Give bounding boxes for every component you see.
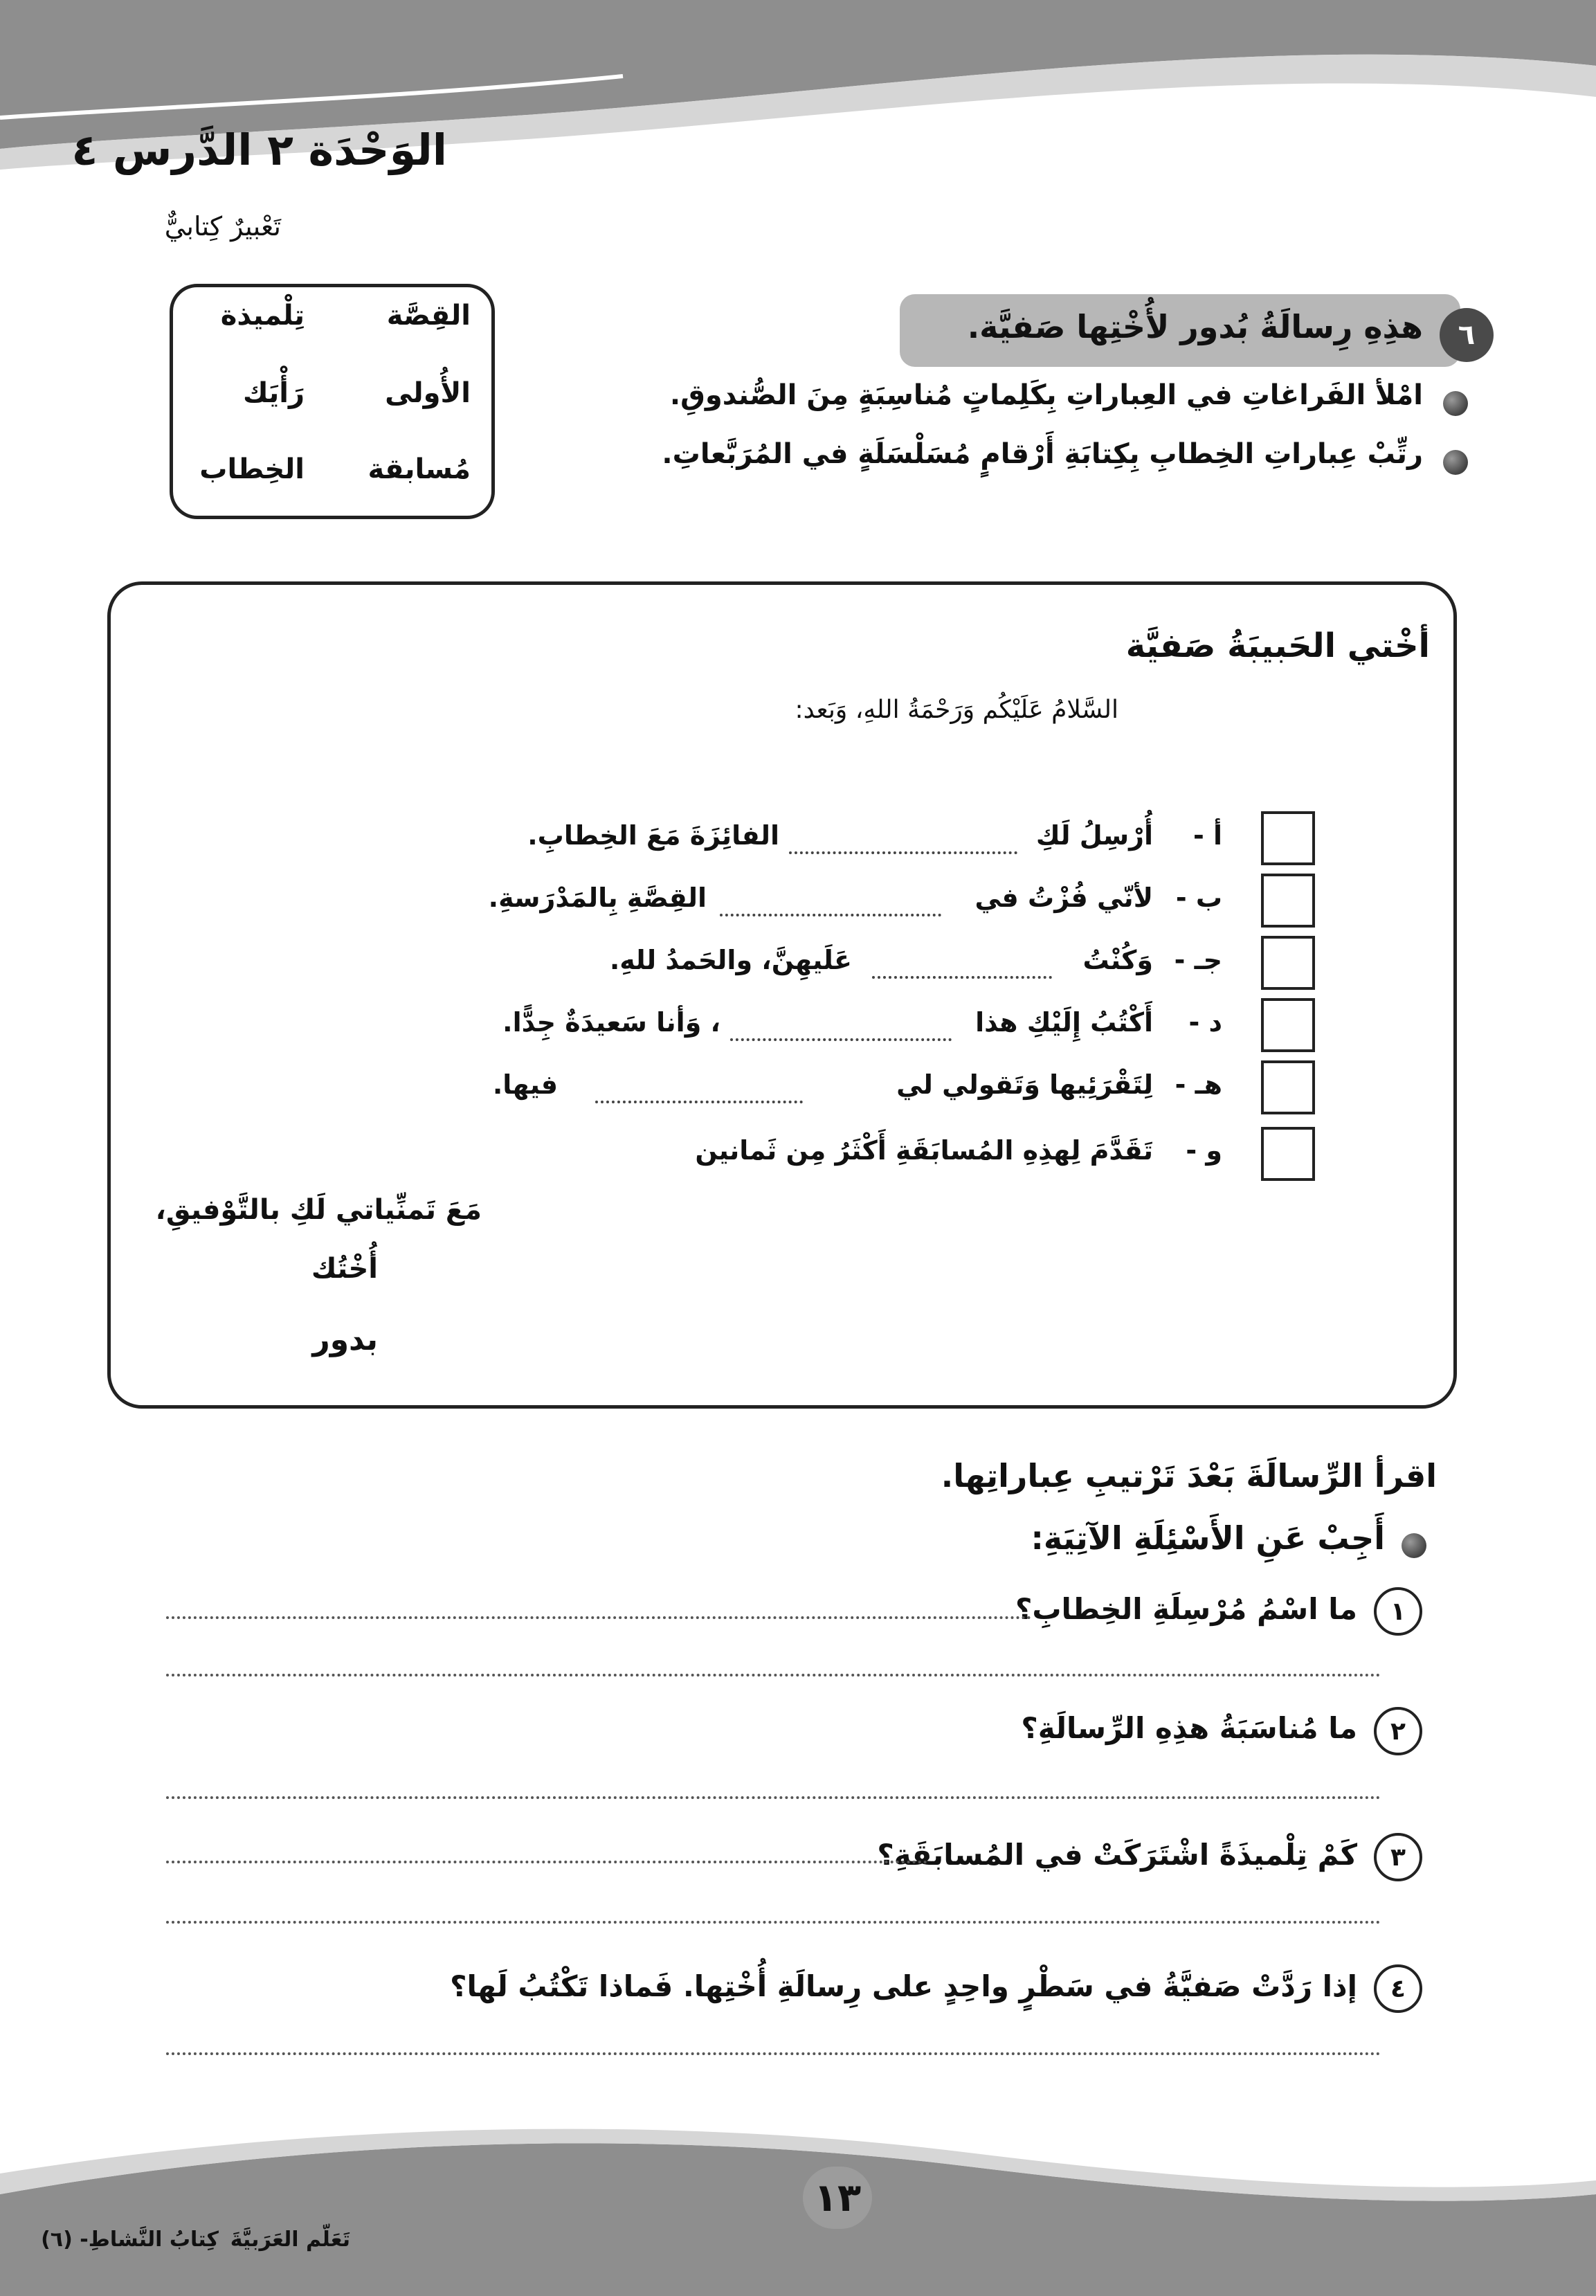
- order-box[interactable]: [1261, 998, 1315, 1052]
- unit-lesson-title: الوَحْدَة ٢ الدَّرس ٤: [71, 125, 447, 175]
- line-text-start: أَكْتُبُ إِلَيْكِ هذا: [975, 1007, 1153, 1038]
- letter-salutation: السَّلامُ عَلَيْكُم وَرَحْمَةُ اللهِ، وَبَعد:: [795, 696, 1118, 724]
- answer-line[interactable]: [166, 2052, 1381, 2055]
- line-text-start: لأنّي فُزْتُ في: [974, 883, 1153, 913]
- question-text: ما اسْمُ مُرْسِلَةِ الخِطابِ؟: [1015, 1592, 1357, 1626]
- fill-blank[interactable]: [595, 1101, 803, 1103]
- section-subtitle: تَعْبيرٌ كِتابيٌّ: [164, 211, 281, 242]
- header-decoration: [0, 0, 1596, 235]
- letter-box: [107, 581, 1457, 1409]
- line-text-start: تَقَدَّمَ لِهذِهِ المُسابَقَةِ أَكْثَرُ مِن ثَمانين: [695, 1135, 1153, 1166]
- order-box[interactable]: [1261, 1060, 1315, 1114]
- line-letter: و -: [1186, 1135, 1222, 1166]
- fill-blank[interactable]: [730, 1038, 952, 1041]
- line-letter: أ -: [1193, 820, 1222, 851]
- line-text-end: القِصَّةِ بِالمَدْرَسةِ.: [488, 883, 707, 913]
- footer-series-title: تَعَلّم العَرَبيَّةَ: [230, 2227, 350, 2252]
- footer-decoration: [0, 2090, 1596, 2296]
- answer-line[interactable]: [166, 1674, 1381, 1676]
- answer-line[interactable]: [166, 1861, 927, 1863]
- line-text-end: ، وَأنا سَعيدَةٌ جِدًّا.: [502, 1007, 720, 1038]
- answer-line[interactable]: [166, 1616, 1031, 1619]
- answer-instruction: أَجِبْ عَنِ الأَسْئِلَةِ الآتِيَةِ:: [1031, 1519, 1385, 1557]
- fill-blank[interactable]: [872, 976, 1052, 979]
- question-number: ١: [1374, 1587, 1422, 1636]
- line-text-start: لِتَقْرَئِيها وَتَقولي لي: [896, 1069, 1153, 1100]
- word-bank-word: الأُولى: [385, 377, 471, 409]
- fill-blank[interactable]: [720, 914, 941, 916]
- line-text-end: عَلَيهِنَّ، والحَمدُ للهِ.: [609, 945, 852, 975]
- line-letter: د -: [1188, 1007, 1222, 1038]
- bullet-icon: [1443, 450, 1468, 475]
- word-bank-word: القِصَّة: [386, 300, 471, 332]
- question-number: ٤: [1374, 1964, 1422, 2013]
- bullet-icon: [1443, 391, 1468, 416]
- word-bank-word: الخِطاب: [199, 453, 305, 485]
- order-box[interactable]: [1261, 874, 1315, 928]
- word-bank-word: تِلْميذة: [220, 300, 305, 332]
- fill-blank[interactable]: [789, 851, 1017, 854]
- read-instruction: اقرأ الرِّسالَةَ بَعْدَ تَرْتيبِ عِباراتِها.: [941, 1457, 1437, 1494]
- order-box[interactable]: [1261, 811, 1315, 865]
- order-box[interactable]: [1261, 936, 1315, 990]
- footer-book-title: كِتابُ النَّشاطِ- (٦): [41, 2227, 219, 2252]
- word-bank-box: [170, 284, 495, 519]
- letter-greeting: أخْتي الحَبيبَةُ صَفيَّة: [1125, 626, 1430, 665]
- question-text: إذا رَدَّتْ صَفيَّةُ في سَطْرٍ واحِدٍ على رِسالَةِ أُخْتِها. فَماذا تَكْتُبُ لَها؟: [450, 1969, 1357, 2003]
- question-number: ٣: [1374, 1833, 1422, 1881]
- line-letter: ب -: [1175, 883, 1222, 913]
- bullet-icon: [1402, 1533, 1426, 1558]
- letter-sign-label: أُخْتُك: [311, 1253, 378, 1285]
- order-box[interactable]: [1261, 1127, 1315, 1181]
- question-number: ٢: [1374, 1707, 1422, 1755]
- question-text: كَمْ تِلْميذَةً اشْتَرَكَتْ في المُسابَقَةِ؟: [877, 1838, 1357, 1872]
- question-text: ما مُناسَبَةُ هذِهِ الرِّسالَةِ؟: [1021, 1711, 1357, 1745]
- line-letter: جـ -: [1174, 945, 1222, 975]
- answer-line[interactable]: [166, 1796, 1381, 1799]
- answer-line[interactable]: [166, 1921, 1381, 1924]
- page-number: ١٣: [803, 2167, 872, 2229]
- line-text-start: وَكُنْتُ: [1082, 945, 1153, 975]
- letter-closing: مَعَ تَمنِّياتي لَكِ بالتَّوْفيقِ،: [155, 1194, 482, 1226]
- instruction-fill-blanks: امْلأ الفَراغاتِ في العِباراتِ بِكَلِماتٍ مُناسِبَةٍ مِنَ الصُّندوقِ.: [669, 379, 1423, 411]
- question-title: هذِهِ رِسالَةُ بُدور لأُخْتِها صَفيَّة.: [967, 308, 1423, 345]
- word-bank-word: رَأْيَك: [242, 377, 305, 409]
- word-bank-word: مُسابقة: [368, 453, 471, 485]
- instruction-order: رتِّبْ عِباراتِ الخِطابِ بِكِتابَةِ أَرْقامٍ مُسَلْسَلَةٍ في المُرَبَّعاتِ.: [662, 438, 1423, 470]
- line-text-end: الفائِزَةَ مَعَ الخِطابِ.: [527, 820, 779, 851]
- letter-sign-name: بدور: [312, 1322, 378, 1357]
- question-number-badge: ٦: [1440, 308, 1494, 362]
- line-letter: هـ -: [1175, 1069, 1222, 1100]
- line-text-start: أُرْسِلُ لَكِ: [1035, 820, 1153, 851]
- line-text-end: فيها.: [492, 1069, 558, 1100]
